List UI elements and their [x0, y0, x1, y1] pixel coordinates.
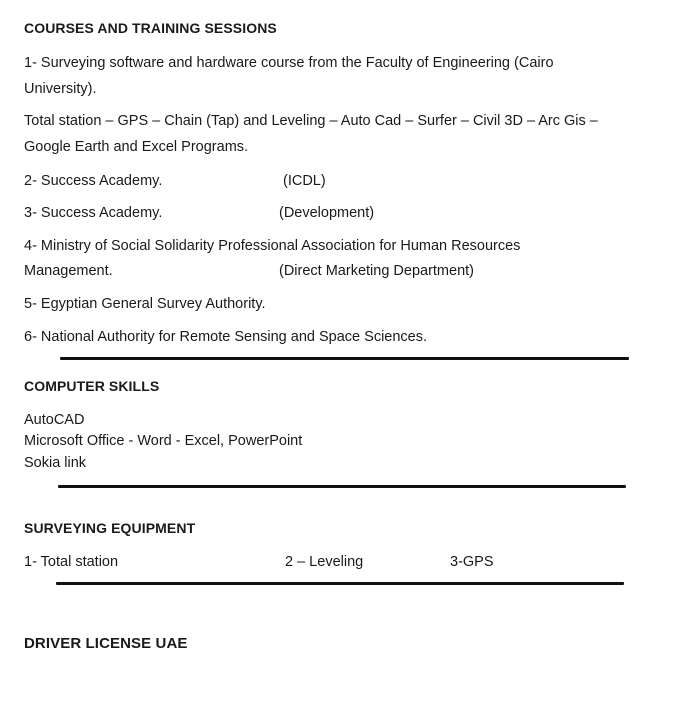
course-item-4-line-2: Management.: [24, 263, 113, 279]
section-divider-2: [58, 485, 626, 488]
computer-skills-heading: COMPUTER SKILLS: [24, 378, 160, 394]
course-tools-line-2: Google Earth and Excel Programs.: [24, 139, 249, 155]
computer-skill-item: AutoCAD: [24, 412, 85, 428]
course-item-1-line-1: 1- Surveying software and hardware course from the Faculty of Engineering (Cairo: [24, 55, 554, 71]
course-item-4-line-1: 4- Ministry of Social Solidarity Professional Association for Human Resources: [24, 238, 521, 254]
course-item-2-name: 2- Success Academy.: [24, 173, 163, 189]
course-item-4-detail: (Direct Marketing Department): [279, 263, 474, 279]
surveying-equipment-heading: SURVEYING EQUIPMENT: [24, 520, 196, 536]
driver-license-heading: DRIVER LICENSE UAE: [24, 635, 188, 652]
course-item-5: 5- Egyptian General Survey Authority.: [24, 296, 266, 312]
computer-skill-item: Microsoft Office - Word - Excel, PowerPoint: [24, 433, 303, 449]
course-item-3-name: 3- Success Academy.: [24, 205, 163, 221]
course-item-2-detail: (ICDL): [283, 173, 326, 189]
section-divider-1: [60, 357, 629, 360]
equipment-item: 1- Total station: [24, 554, 119, 570]
section-divider-3: [56, 582, 624, 585]
equipment-item: 3-GPS: [450, 554, 494, 570]
equipment-item: 2 – Leveling: [285, 554, 364, 570]
course-item-3-detail: (Development): [279, 205, 375, 221]
course-item-6: 6- National Authority for Remote Sensing and Space Sciences.: [24, 329, 428, 345]
course-item-1-line-2: University).: [24, 81, 97, 97]
courses-heading: COURSES AND TRAINING SESSIONS: [24, 20, 277, 36]
course-tools-line-1: Total station – GPS – Chain (Tap) and Leveling – Auto Cad – Surfer – Civil 3D – Arc Gis –: [24, 113, 598, 129]
computer-skill-item: Sokia link: [24, 455, 87, 471]
